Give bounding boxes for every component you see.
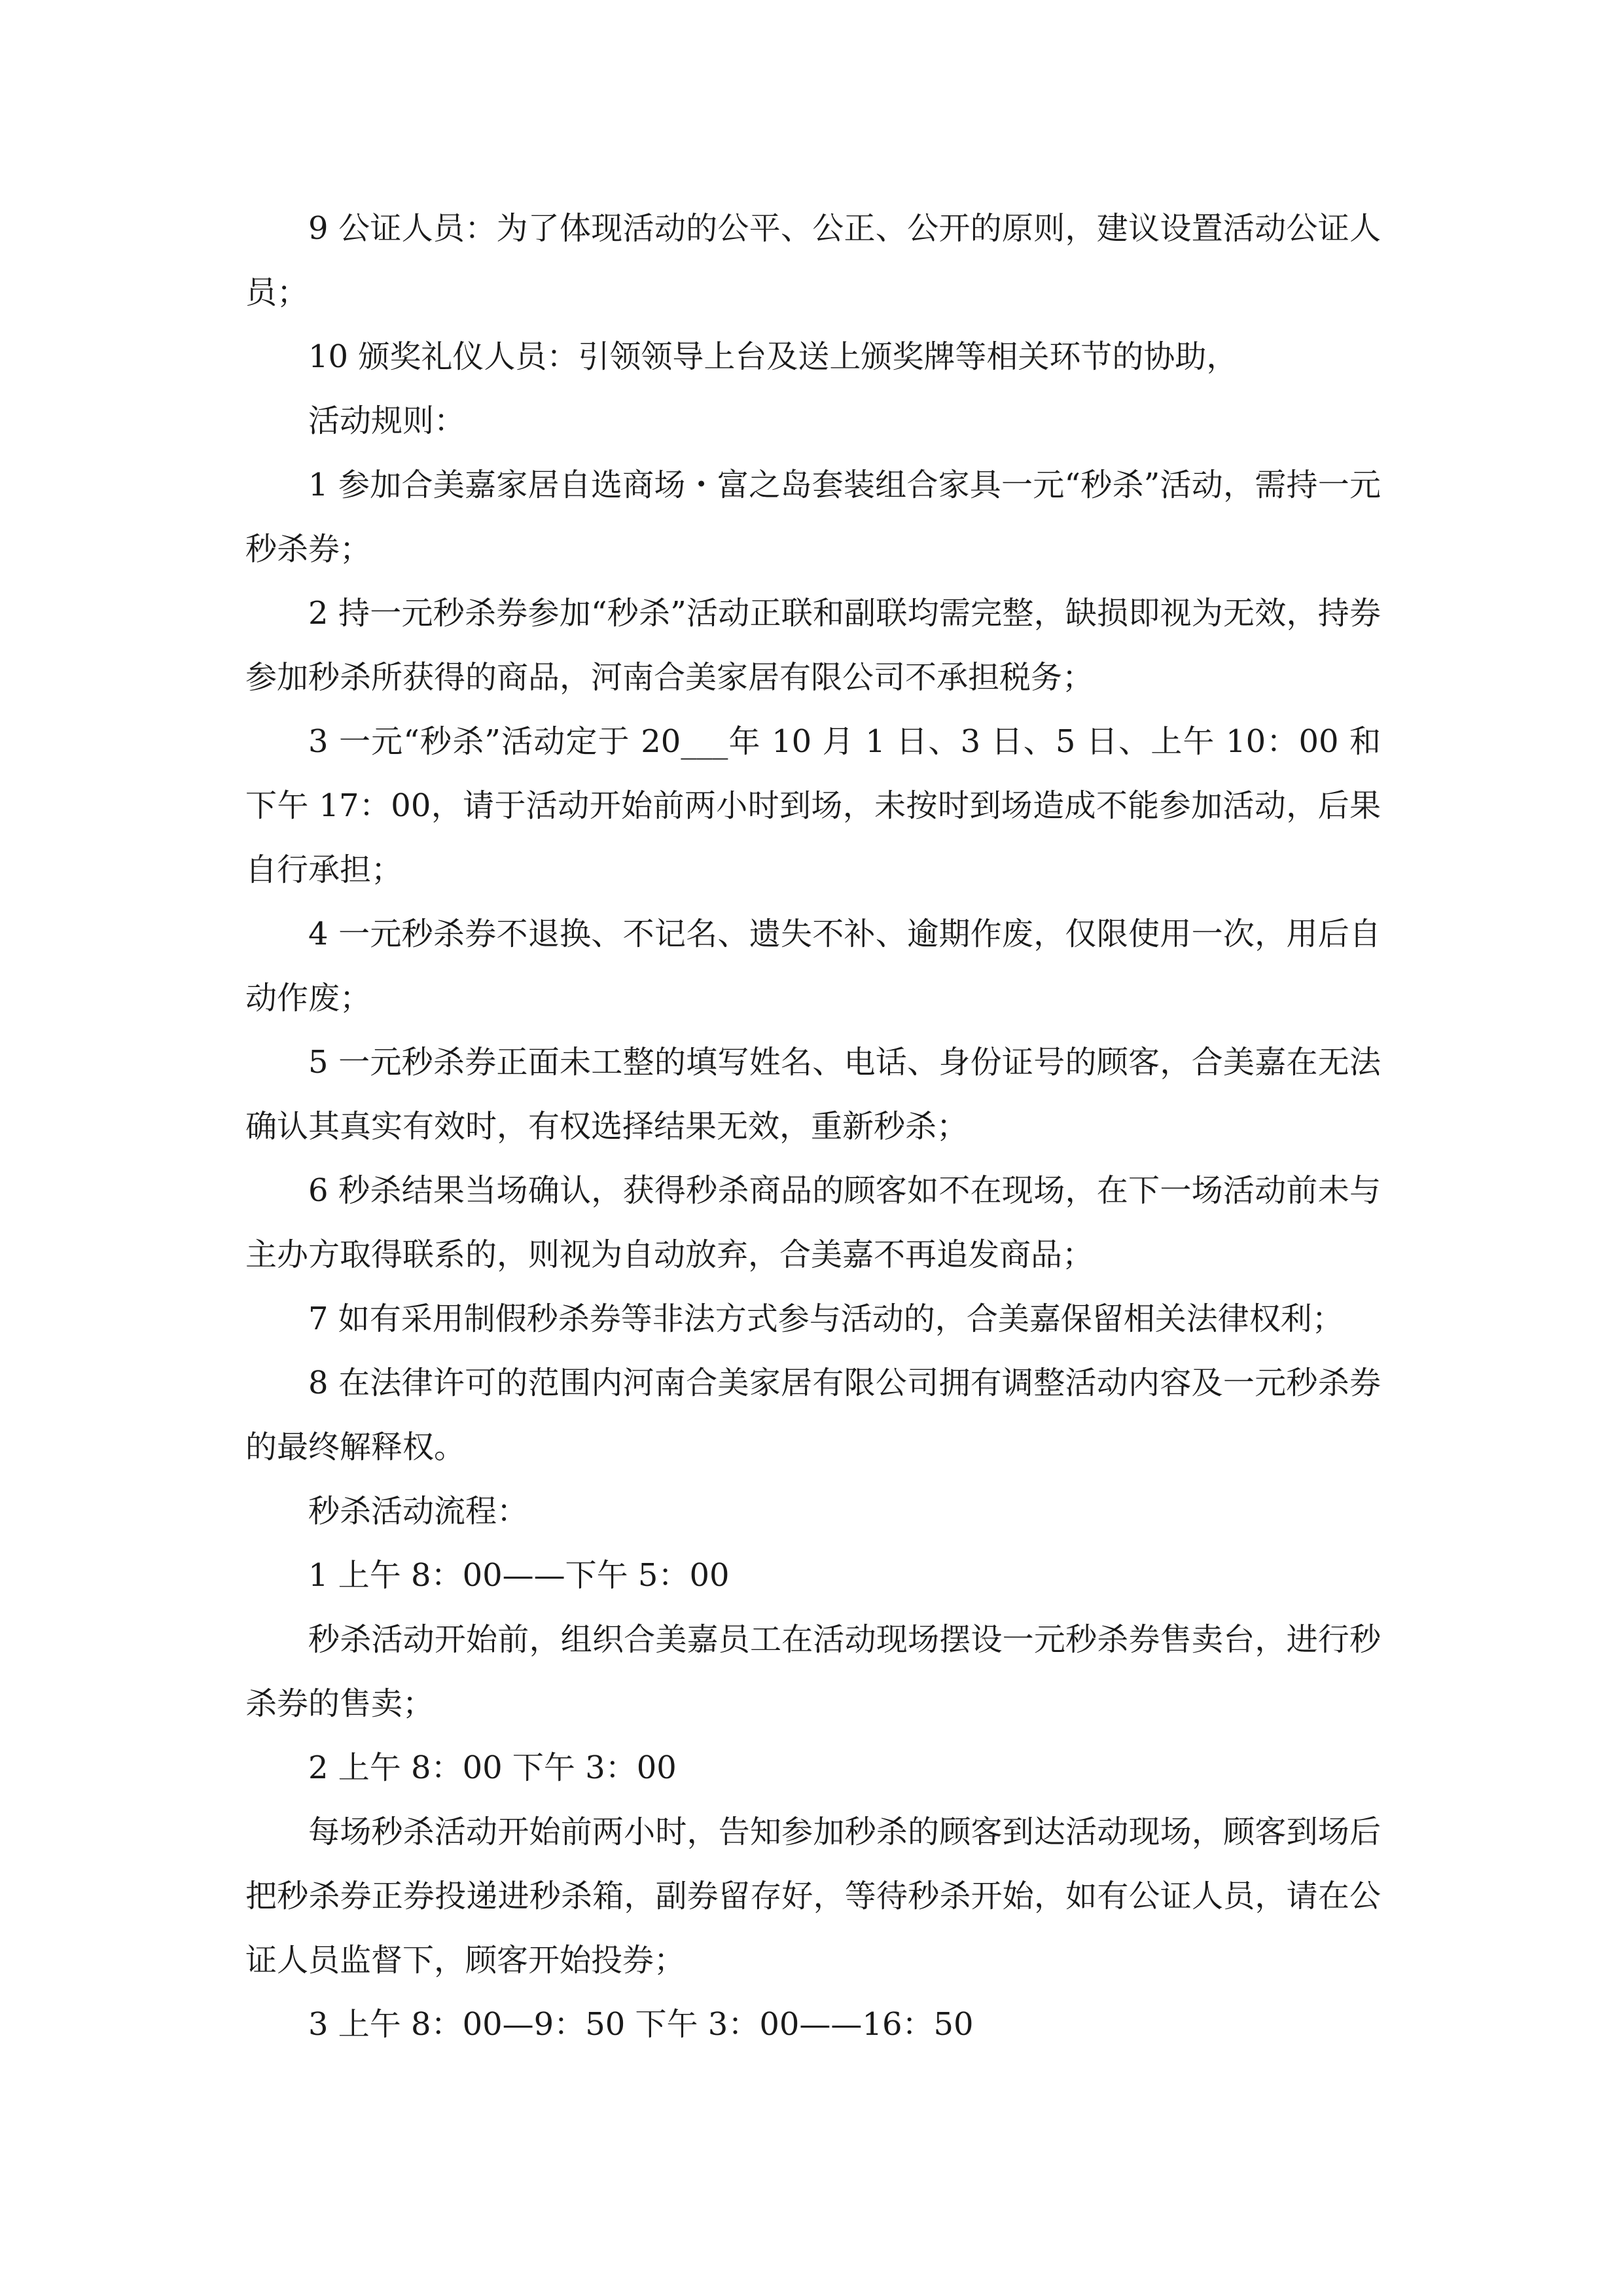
paragraph-award-etiquette-staff: 10 颁奖礼仪人员：引领领导上台及送上颁奖牌等相关环节的协助，	[308, 338, 1238, 375]
process-step-2-description: 每场秒杀活动开始前两小时，告知参加秒杀的顾客到达活动现场，顾客到场后把秒杀券正券投递进秒杀箱，副券留存好，等待秒杀开始，如有公证人员，请在公证人员监督下，顾客开始投券；	[245, 1814, 1381, 1979]
process-step-2-time: 2 上午 8：00 下午 3：00	[308, 1749, 677, 1786]
rule-item-4: 4 一元秒杀券不退换、不记名、遗失不补、逾期作废，仅限使用一次，用后自动作废；	[245, 916, 1381, 1016]
rule-item-6: 6 秒杀结果当场确认，获得秒杀商品的顾客如不在现场，在下一场活动前未与主办方取得联系的，则视为自动放弃，合美嘉不再追发商品；	[245, 1172, 1381, 1273]
rule-item-5: 5 一元秒杀券正面未工整的填写姓名、电话、身份证号的顾客，合美嘉在无法确认其真实有效时，有权选择结果无效，重新秒杀；	[245, 1044, 1381, 1145]
rule-item-1: 1 参加合美嘉家居自选商场・富之岛套装组合家具一元“秒杀”活动，需持一元秒杀券；	[245, 467, 1381, 567]
document-body	[245, 196, 1381, 2056]
process-step-1-description: 秒杀活动开始前，组织合美嘉员工在活动现场摆设一元秒杀券售卖台，进行秒杀券的售卖；	[245, 1621, 1381, 1722]
process-step-3-time: 3 上午 8：00—9：50 下午 3：00——16：50	[308, 2006, 974, 2043]
process-step-1-time: 1 上午 8：00——下午 5：00	[308, 1557, 730, 1594]
rule-item-3: 3 一元“秒杀”活动定于 20___年 10 月 1 日、3 日、5 日、上午 10：00 和下午 17：00，请于活动开始前两小时到场，未按时到场造成不能参加活动，后果自行承担；	[245, 723, 1381, 888]
paragraph-notary-staff: 9 公证人员：为了体现活动的公平、公正、公开的原则，建议设置活动公证人员；	[245, 210, 1381, 311]
rule-item-2: 2 持一元秒杀券参加“秒杀”活动正联和副联均需完整，缺损即视为无效，持券参加秒杀所获得的商品，河南合美家居有限公司不承担税务；	[245, 595, 1381, 696]
heading-flash-sale-process: 秒杀活动流程：	[308, 1493, 529, 1530]
heading-activity-rules: 活动规则：	[308, 403, 466, 439]
rule-item-7: 7 如有采用制假秒杀券等非法方式参与活动的，合美嘉保留相关法律权利；	[308, 1300, 1344, 1337]
rule-item-8: 8 在法律许可的范围内河南合美家居有限公司拥有调整活动内容及一元秒杀券的最终解释权。	[245, 1365, 1381, 1465]
